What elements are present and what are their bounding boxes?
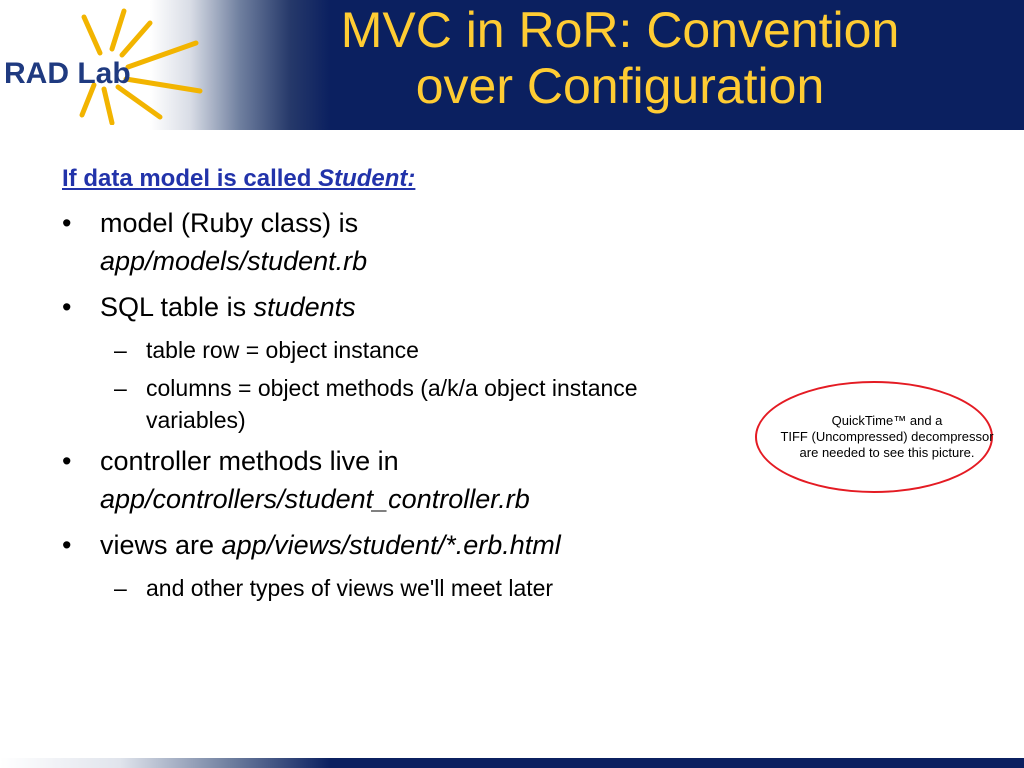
header-underline bbox=[695, 128, 1017, 130]
logo-text: RAD Lab bbox=[4, 57, 131, 90]
bullet-emph: app/models/student.rb bbox=[100, 246, 368, 276]
quicktime-line-2: TIFF (Uncompressed) decompressor bbox=[780, 429, 994, 444]
title-line-2: over Configuration bbox=[415, 58, 825, 114]
quicktime-line-1: QuickTime™ and a bbox=[831, 413, 943, 428]
footer-band bbox=[0, 758, 1024, 768]
bullet-model bbox=[62, 204, 722, 280]
bullet-emph: students bbox=[253, 292, 356, 322]
bullet-emph: app/controllers/student_controller.rb bbox=[100, 484, 530, 514]
title-line-1: MVC in RoR: Convention bbox=[340, 2, 900, 58]
heading-emph: Student: bbox=[318, 165, 416, 192]
subbullet-table-row bbox=[62, 334, 722, 366]
subbullet-columns bbox=[62, 372, 666, 436]
bullet-views bbox=[62, 526, 722, 564]
bullet-sql-table bbox=[62, 288, 722, 326]
bullet-dot: • bbox=[62, 530, 72, 560]
bullet-text: controller methods live in bbox=[100, 446, 399, 476]
bullet-text: views are bbox=[100, 530, 222, 560]
bullet-dot: • bbox=[62, 446, 72, 476]
bullet-text: model (Ruby class) is bbox=[100, 208, 359, 238]
slide-title bbox=[220, 2, 1020, 114]
slide-content bbox=[62, 164, 722, 610]
subbullet-dash: – bbox=[114, 575, 127, 601]
subbullet-text: table row = object instance bbox=[146, 337, 419, 363]
bullet-text: SQL table is bbox=[100, 292, 254, 322]
subbullet-dash: – bbox=[114, 375, 127, 401]
subbullet-text: and other types of views we'll meet later bbox=[146, 575, 554, 601]
heading-prefix: If data model is called bbox=[62, 165, 319, 192]
subbullet-dash: – bbox=[114, 337, 127, 363]
quicktime-placeholder-text bbox=[760, 413, 1014, 461]
bullet-emph: app/views/student/*.erb.html bbox=[221, 530, 561, 560]
subbullet-text: columns = object methods (a/k/a object instance variables) bbox=[146, 375, 638, 433]
subbullet-other-views bbox=[62, 572, 722, 604]
quicktime-line-3: are needed to see this picture. bbox=[799, 445, 975, 460]
section-heading bbox=[62, 164, 722, 194]
bullet-dot: • bbox=[62, 208, 72, 238]
rad-lab-logo bbox=[0, 5, 230, 125]
bullet-dot: • bbox=[62, 292, 72, 322]
bullet-controller bbox=[62, 442, 722, 518]
